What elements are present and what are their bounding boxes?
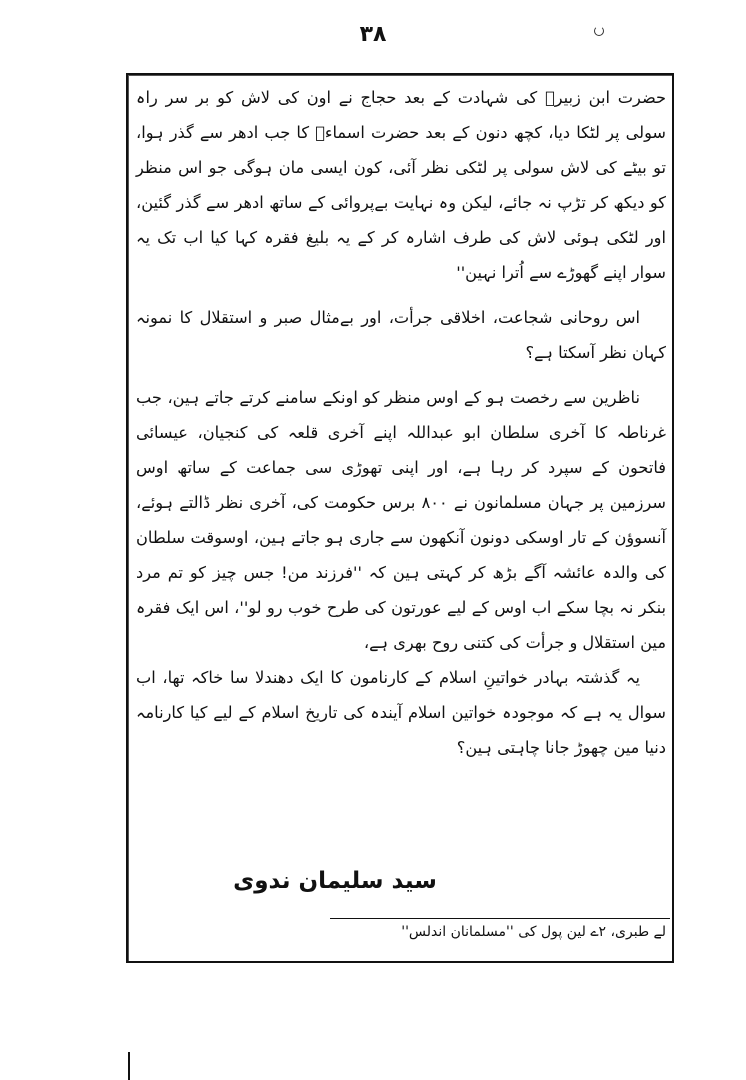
paragraph-2: اس روحانی شجاعت، اخلاقی جرأت، اور بےمثال صبر و استقلال کا نمونہ کہان نظر آسکتا ہے؟ bbox=[136, 308, 666, 362]
margin-tick bbox=[128, 1052, 130, 1080]
page-number: ۳۸ bbox=[359, 22, 387, 47]
signature: سید سلیمان ندوی bbox=[233, 868, 437, 894]
paragraph-1: حضرت ابن زبیرؓ کی شہادت کے بعد حجاج نے اون کی لاش کو بر سر راہ سولی پر لٹکا دیا، کچھ دنون کے بعد حضرت اسماءؓ کا جب ادھر سے گذر ہوا، تو بیٹے کی لاش سولی پر لٹکی نظر آئی، کون ایسی مان ہوگی جو اس منظر کو دیکھ کر تڑپ نہ جائے، لیکن وہ نہایت بےپروائی کے ساتھ ادھر سے گذر گئین، اور لٹکی ہوئی لاش کی طرف اشارہ کر کے یہ بلیغ فقرہ کہا کیا اب تک یہ سوار اپنے گھوڑے سے اُترا نہین'' bbox=[136, 88, 666, 282]
corner-mark bbox=[594, 26, 604, 36]
body-text bbox=[136, 80, 666, 765]
paragraph-3: ناظرین سے رخصت ہو کے اوس منظر کو اونکے سامنے کرتے جاتے ہین، جب غرناطہ کا آخری سلطان ابو عبداللہ اپنے آخری قلعہ کی کنجیان، عیسائی فاتحون کے سپرد کر رہا ہے، اور اپنی تھوڑی سی جماعت کے ساتھ اوس سرزمین پر جہان مسلمانون نے ۸۰۰ برس حکومت کی، آخری نظر ڈالتے ہوئے، آنسوؤن کے تار اوسکی دونون آنکھون سے جاری ہو جاتے ہین، اوسوقت سلطان کی والدہ عائشہ آگے بڑھ کر کہتی ہین کہ ''فرزند من! جس چیز کو تم مرد بنکر نہ بچا سکے اب اوس کے لیے عورتون کی طرح خوب رو لو''، اس ایک فقرہ مین استقلال و جرأت کی کتنی روح بھری ہے، bbox=[136, 388, 666, 652]
footnote: لے طبری، ۲ے لین پول کی ''مسلمانان اندلس'' bbox=[401, 924, 666, 940]
footnote-rule bbox=[330, 918, 670, 919]
paragraph-4: یہ گذشتہ بہادر خواتینِ اسلام کے کارنامون کا ایک دھندلا سا خاکہ تھا، اب سوال یہ ہے کہ موجودہ خواتین اسلام آیندہ کی تاریخ اسلام کے لیے کیا کارنامہ دنیا مین چھوڑ جانا چاہتی ہین؟ bbox=[136, 668, 666, 757]
